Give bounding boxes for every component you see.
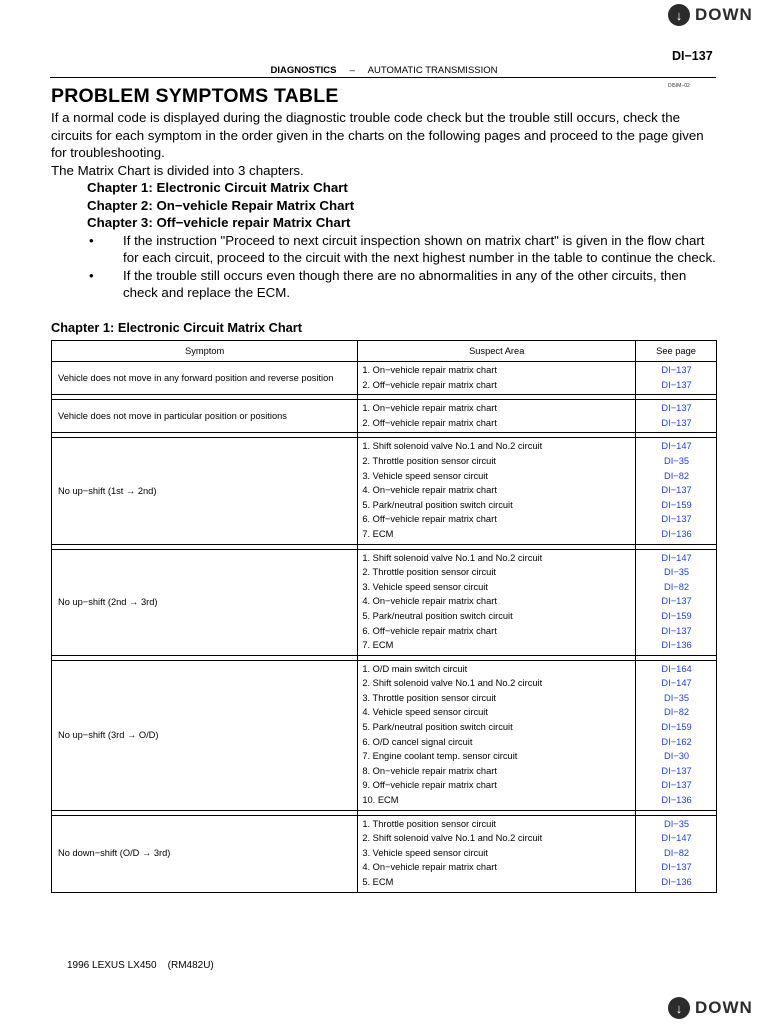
- symptom-cell: No up−shift (3rd → O/D): [52, 660, 358, 810]
- page-reference-link[interactable]: DI−137: [661, 403, 692, 414]
- suspect-area-item: 6. O/D cancel signal circuit: [362, 736, 473, 747]
- page-reference-link[interactable]: DI−137: [661, 417, 692, 428]
- suspect-area-item: 5. ECM: [362, 877, 394, 887]
- page-reference-link[interactable]: DI−82: [664, 581, 690, 592]
- intro-paragraph: If a normal code is displayed during the diagnostic trouble code check but the trouble still occurs, check the circuits for each symptom in the order given in the charts on the following pages and proceed to the page given for troubleshooting.: [51, 110, 704, 160]
- bullet-item: [51, 267, 717, 302]
- suspect-area-item: 1. On−vehicle repair matrix chart: [362, 365, 497, 375]
- page-reference-link[interactable]: DI−147: [661, 552, 692, 563]
- table-row: [52, 400, 717, 433]
- suspect-area-item: 5. Park/neutral position switch circuit: [362, 610, 513, 621]
- see-page-cell: [636, 660, 717, 810]
- suspect-area-item: 2. Off−vehicle repair matrix chart: [362, 417, 497, 428]
- col-header-symptom: Symptom: [52, 341, 358, 362]
- symptom-cell: No up−shift (2nd → 3rd): [52, 549, 358, 655]
- symptom-cell: No down−shift (O/D → 3rd): [52, 815, 358, 892]
- bullet-dot: •: [89, 267, 94, 283]
- download-badge-bottom[interactable]: [668, 997, 753, 1019]
- chapter-item: Chapter 2: On−vehicle Repair Matrix Chart: [87, 197, 355, 213]
- bullet-item: [51, 232, 717, 267]
- page-reference-link[interactable]: DI−35: [664, 818, 690, 829]
- suspect-area-item: 3. Throttle position sensor circuit: [362, 692, 497, 703]
- page-reference-link[interactable]: DI−30: [664, 751, 690, 762]
- page-reference-link[interactable]: DI−137: [661, 514, 692, 525]
- suspect-area-item: 2. Off−vehicle repair matrix chart: [362, 379, 497, 390]
- document-code: DI5IM−02: [668, 83, 690, 89]
- suspect-area-item: 9. Off−vehicle repair matrix chart: [362, 780, 497, 791]
- table-row: [52, 815, 717, 892]
- suspect-area-item: 4. On−vehicle repair matrix chart: [362, 596, 497, 607]
- download-label: DOWN: [695, 998, 753, 1017]
- suspect-area-item: 1. Throttle position sensor circuit: [362, 818, 497, 829]
- table-row: [52, 549, 717, 655]
- running-header: [0, 65, 768, 76]
- suspect-area-item: 3. Vehicle speed sensor circuit: [362, 470, 488, 481]
- page-reference-link[interactable]: DI−159: [661, 499, 692, 510]
- footer: [67, 960, 214, 971]
- chapter-item: Chapter 1: Electronic Circuit Matrix Chart: [87, 180, 348, 195]
- suspect-area-item: 4. On−vehicle repair matrix chart: [362, 485, 497, 496]
- suspect-area-item: 6. Off−vehicle repair matrix chart: [362, 514, 497, 525]
- bullet-text: If the instruction "Proceed to next circuit inspection shown on matrix chart" is given in the flow chart for each circuit, proceed to the circuit with the next highest number in the table to continue the check.: [123, 232, 716, 265]
- see-page-cell: [636, 400, 717, 433]
- page-reference-link[interactable]: DI−82: [664, 470, 690, 481]
- intro-text: [51, 109, 717, 302]
- page-reference-link[interactable]: DI−137: [661, 379, 692, 390]
- suspect-area-item: 3. Vehicle speed sensor circuit: [362, 581, 488, 592]
- suspect-area-cell: [358, 438, 636, 544]
- download-label: DOWN: [695, 5, 753, 24]
- suspect-area-item: 1. Shift solenoid valve No.1 and No.2 circuit: [362, 441, 543, 452]
- page-reference-link[interactable]: DI−136: [661, 877, 692, 887]
- suspect-area-item: 1. Shift solenoid valve No.1 and No.2 circuit: [362, 552, 543, 563]
- suspect-area-item: 7. ECM: [362, 640, 394, 651]
- download-icon: ↓: [668, 4, 690, 26]
- footer-model: 1996 LEXUS LX450: [67, 960, 157, 971]
- col-header-suspect-area: Suspect Area: [358, 341, 636, 362]
- symptom-cell: Vehicle does not move in particular position or positions: [52, 400, 358, 433]
- suspect-area-item: 10. ECM: [362, 795, 399, 806]
- suspect-area-item: 4. Vehicle speed sensor circuit: [362, 707, 488, 718]
- page-reference-link[interactable]: DI−136: [661, 795, 692, 806]
- header-section: DIAGNOSTICS: [270, 65, 337, 76]
- table-row: [52, 362, 717, 395]
- suspect-area-cell: [358, 400, 636, 433]
- page-reference-link[interactable]: DI−159: [661, 722, 692, 733]
- suspect-area-item: 5. Park/neutral position switch circuit: [362, 722, 513, 733]
- suspect-area-item: 2. Shift solenoid valve No.1 and No.2 circuit: [362, 678, 543, 689]
- page-reference-link[interactable]: DI−137: [661, 780, 692, 791]
- page-reference-link[interactable]: DI−82: [664, 847, 690, 858]
- page-reference-link[interactable]: DI−35: [664, 692, 690, 703]
- page-reference-link[interactable]: DI−136: [661, 640, 692, 651]
- bullet-dot: •: [89, 232, 94, 248]
- page-reference-link[interactable]: DI−147: [661, 833, 692, 844]
- bullet-text: If the trouble still occurs even though there are no abnormalities in any of the other circuits, then check and replace the ECM.: [123, 267, 687, 300]
- page-reference-link[interactable]: DI−137: [661, 485, 692, 496]
- suspect-area-item: 7. ECM: [362, 528, 394, 539]
- table-body: [52, 362, 717, 893]
- chart-title: Chapter 1: Electronic Circuit Matrix Chart: [51, 320, 303, 335]
- page-reference-link[interactable]: DI−164: [661, 663, 692, 674]
- header-dash: –: [349, 65, 355, 76]
- symptom-cell: Vehicle does not move in any forward position and reverse position: [52, 362, 358, 395]
- page-reference-link[interactable]: DI−159: [661, 610, 692, 621]
- page-reference-link[interactable]: DI−137: [661, 862, 692, 873]
- see-page-cell: [636, 549, 717, 655]
- page-reference-link[interactable]: DI−137: [661, 625, 692, 636]
- suspect-area-item: 7. Engine coolant temp. sensor circuit: [362, 751, 518, 762]
- header-subsection: AUTOMATIC TRANSMISSION: [367, 65, 498, 76]
- suspect-area-item: 2. Throttle position sensor circuit: [362, 455, 497, 466]
- page-reference-link[interactable]: DI−147: [661, 678, 692, 689]
- page-reference-link[interactable]: DI−162: [661, 736, 692, 747]
- page-reference-link[interactable]: DI−35: [664, 567, 690, 578]
- suspect-area-item: 2. Shift solenoid valve No.1 and No.2 circuit: [362, 833, 543, 844]
- col-header-see-page: See page: [636, 341, 717, 362]
- suspect-area-item: 3. Vehicle speed sensor circuit: [362, 847, 488, 858]
- chapter-item: Chapter 3: Off−vehicle repair Matrix Chart: [87, 215, 351, 230]
- suspect-area-item: 6. Off−vehicle repair matrix chart: [362, 625, 497, 636]
- download-icon: ↓: [668, 997, 690, 1019]
- intro-chapters-lead: The Matrix Chart is divided into 3 chapters.: [51, 162, 304, 178]
- page-reference-link[interactable]: DI−136: [661, 528, 692, 539]
- see-page-cell: [636, 438, 717, 544]
- page-reference-link[interactable]: DI−137: [661, 765, 692, 776]
- suspect-area-item: 8. On−vehicle repair matrix chart: [362, 765, 497, 776]
- suspect-area-cell: [358, 362, 636, 395]
- suspect-area-item: 1. On−vehicle repair matrix chart: [362, 403, 497, 414]
- symptom-matrix-table: [51, 340, 717, 893]
- header-rule: [50, 77, 716, 78]
- see-page-cell: [636, 815, 717, 892]
- download-badge-top[interactable]: [668, 4, 753, 26]
- suspect-area-cell: [358, 549, 636, 655]
- suspect-area-cell: [358, 660, 636, 810]
- footer-code: (RM482U): [167, 960, 214, 971]
- page-number: DI−137: [672, 49, 713, 63]
- page-reference-link[interactable]: DI−147: [661, 441, 692, 452]
- suspect-area-cell: [358, 815, 636, 892]
- suspect-area-item: 4. On−vehicle repair matrix chart: [362, 862, 497, 873]
- suspect-area-item: 2. Throttle position sensor circuit: [362, 567, 497, 578]
- page-reference-link[interactable]: DI−137: [661, 596, 692, 607]
- see-page-cell: [636, 362, 717, 395]
- page-reference-link[interactable]: DI−35: [664, 455, 690, 466]
- page-reference-link[interactable]: DI−82: [664, 707, 690, 718]
- suspect-area-item: 1. O/D main switch circuit: [362, 663, 468, 674]
- symptom-cell: No up−shift (1st → 2nd): [52, 438, 358, 544]
- page-reference-link[interactable]: DI−137: [661, 365, 692, 375]
- table-row: [52, 438, 717, 544]
- table-row: [52, 660, 717, 810]
- suspect-area-item: 5. Park/neutral position switch circuit: [362, 499, 513, 510]
- page-title: PROBLEM SYMPTOMS TABLE: [51, 85, 339, 107]
- table-header-row: [52, 341, 717, 362]
